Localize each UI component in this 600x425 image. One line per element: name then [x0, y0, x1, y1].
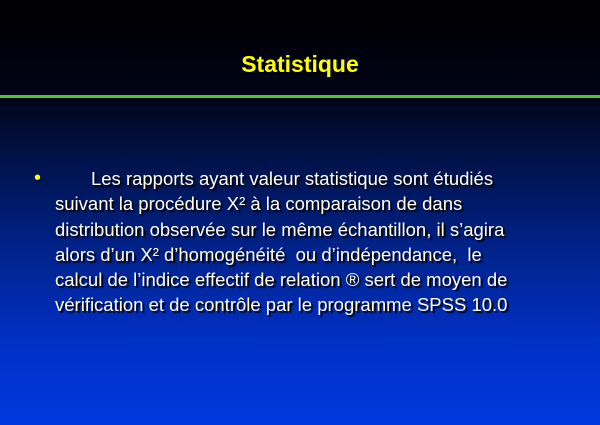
paragraph-line: calcul de l’indice effectif de relation ® sert de moyen de — [55, 269, 508, 291]
slide-title: Statistique — [241, 51, 359, 77]
bullet-paragraph — [55, 166, 575, 318]
paragraph-line: distribution observée sur le même échantillon, il s’agira — [55, 218, 505, 240]
paragraph-line: Les rapports ayant valeur statistique sont étudiés — [55, 168, 494, 189]
paragraph-line: vérification et de contrôle par le programme SPSS 10.0 — [55, 294, 508, 316]
paragraph-line: suivant la procédure X² à la comparaison de dans — [55, 193, 463, 215]
paragraph-line: alors d’un X² d’homogénéité ou d’indépendance, le — [55, 243, 482, 265]
title-divider — [0, 95, 600, 98]
bullet-icon: • — [34, 167, 42, 189]
